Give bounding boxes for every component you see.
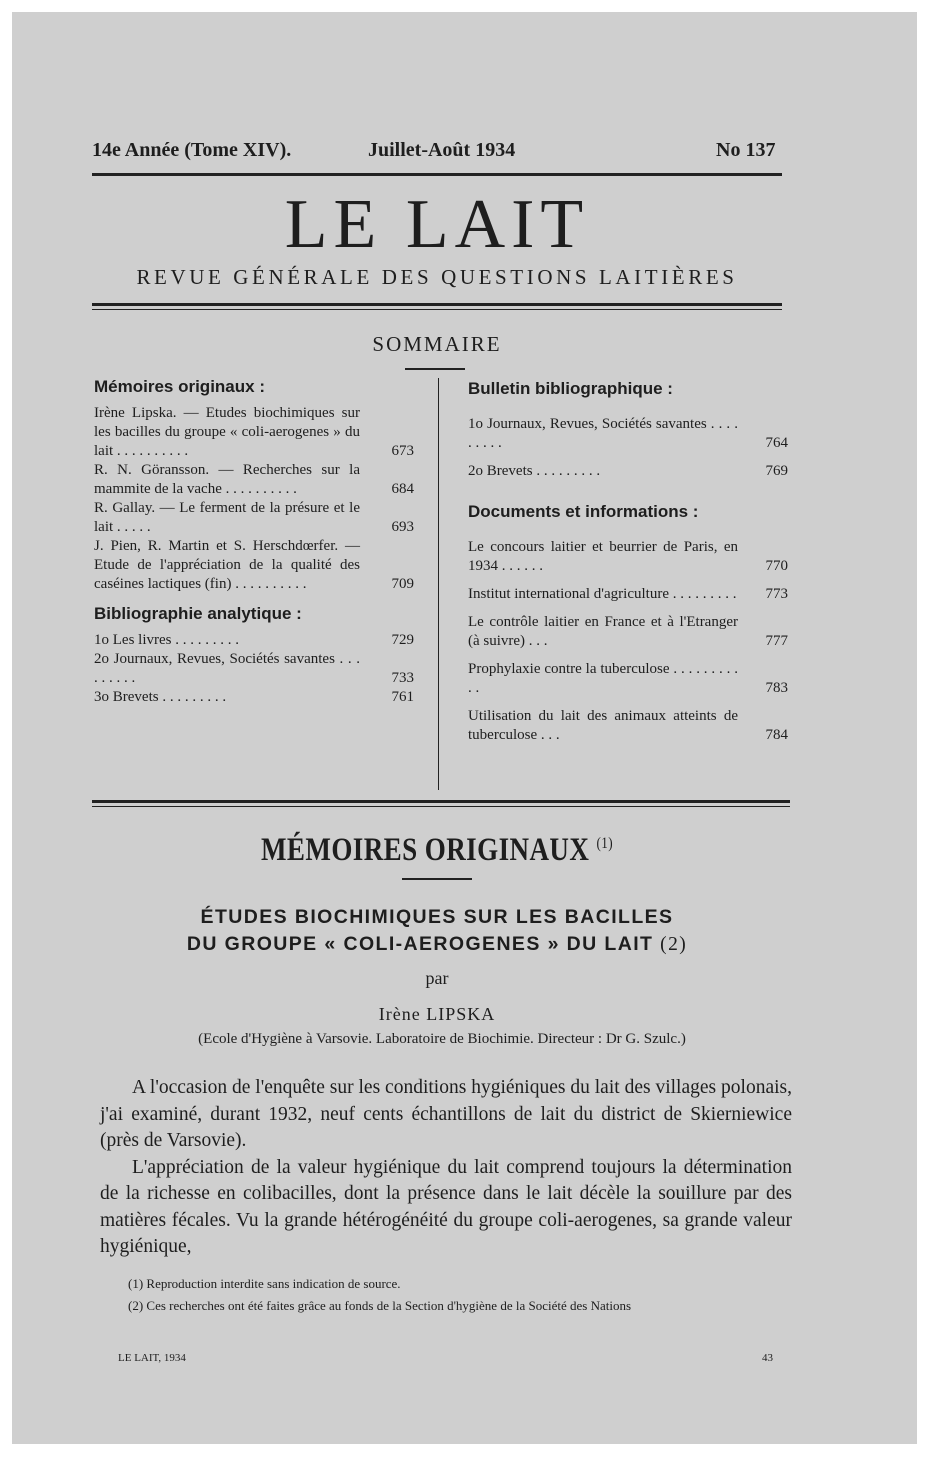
section-title-text: MÉMOIRES ORIGINAUX <box>260 832 590 868</box>
toc-entry-text: R. Gallay. — Le ferment de la présure et le lait . . . . . <box>94 500 360 535</box>
toc-entry-text: J. Pien, R. Martin et S. Herschdœrfer. — Etude de l'appréciation de la qualité des caséines lactiques (fin) . . . . . . . . . . <box>94 538 360 592</box>
toc-rule-top <box>92 800 790 803</box>
toc-left-column <box>94 376 414 707</box>
sommaire-heading: SOMMAIRE <box>372 332 502 356</box>
memoires-heading: Mémoires originaux : <box>94 377 265 396</box>
page-number: 43 <box>762 1352 773 1364</box>
section-footnote-ref[interactable]: (1) <box>596 835 614 852</box>
toc-entry[interactable] <box>468 538 788 576</box>
issue-date: Juillet-Août 1934 <box>368 139 516 161</box>
footnote-1: (1) Reproduction interdite sans indication de source. <box>128 1276 401 1291</box>
documents-heading: Documents et informations : <box>468 502 699 521</box>
section-title <box>154 832 720 869</box>
article-title-line-2: DU GROUPE « COLI-AEROGENES » DU LAIT <box>186 933 654 955</box>
article-title <box>92 904 782 958</box>
toc-entry-page: 684 <box>391 481 414 497</box>
paragraph-1: A l'occasion de l'enquête sur les conditions hygiéniques du lait des villages polonais, j'ai examiné, durant 1932, neuf cents échantillons de lait du district de Skierniewice (près de Varsovie). <box>100 1077 792 1151</box>
journal-subtitle: REVUE GÉNÉRALE DES QUESTIONS LAITIÈRES <box>136 265 738 289</box>
toc-entry[interactable] <box>94 631 414 650</box>
toc-entry-text: Institut international d'agriculture . . . . . . . . . <box>468 586 737 602</box>
issue-number: No 137 <box>716 139 776 161</box>
toc-entry-text: 1o Journaux, Revues, Sociétés savantes . . . . . . . . . <box>468 416 738 451</box>
bibliographie-heading: Bibliographie analytique : <box>94 604 302 623</box>
toc-entry[interactable] <box>94 688 414 707</box>
toc-entry[interactable] <box>94 650 414 688</box>
toc-entry-page: 761 <box>391 689 414 705</box>
toc-entry[interactable] <box>94 404 414 461</box>
column-divider <box>438 378 439 790</box>
toc-rule-bottom <box>92 806 790 807</box>
toc-entry[interactable] <box>94 461 414 499</box>
toc-entry-page: 764 <box>765 435 788 451</box>
title-rule-top <box>92 303 782 306</box>
toc-entry[interactable] <box>468 585 788 604</box>
toc-entry[interactable] <box>468 707 788 745</box>
toc-entry-text: 1o Les livres . . . . . . . . . <box>94 632 239 648</box>
toc-entry[interactable] <box>468 660 788 698</box>
toc-entry-page: 783 <box>765 680 788 696</box>
article-title-line-1: ÉTUDES BIOCHIMIQUES SUR LES BACILLES <box>200 906 674 928</box>
toc-entry-page: 784 <box>765 727 788 743</box>
toc-entry-page: 733 <box>391 670 414 686</box>
footnote-2: (2) Ces recherches ont été faites grâce au fonds de la Section d'hygiène de la Société des Nations <box>128 1298 632 1313</box>
title-rule-bottom <box>92 309 782 310</box>
toc-entry-text: Le contrôle laitier en France et à l'Etranger (à suivre) . . . <box>468 614 738 649</box>
toc-entry[interactable] <box>468 613 788 651</box>
footer-journal: LE LAIT, 1934 <box>118 1352 186 1364</box>
toc-entry[interactable] <box>94 499 414 537</box>
toc-entry[interactable] <box>468 462 788 481</box>
toc-entry-text: 2o Brevets . . . . . . . . . <box>468 463 601 479</box>
toc-entry-text: 2o Journaux, Revues, Sociétés savantes . . . . . . . . . <box>94 651 360 686</box>
section-underline <box>402 878 472 880</box>
header-rule <box>92 173 782 176</box>
author-affiliation: (Ecole d'Hygiène à Varsovie. Laboratoire de Biochimie. Directeur : Dr G. Szulc.) <box>198 1031 686 1047</box>
paragraph-2: L'appréciation de la valeur hygiénique du lait comprend toujours la détermination de la richesse en colibacilles, dont la présence dans le lait décèle la souillure par des matières fécales. Vu la grande hétérogénéité du groupe coli-aerogenes, sa grande valeur hygiénique, <box>100 1156 792 1257</box>
volume-info: 14e Année (Tome XIV). <box>92 139 292 161</box>
toc-entry-page: 693 <box>391 519 414 535</box>
toc-entry[interactable] <box>94 537 414 594</box>
toc-entry-text: Le concours laitier et beurrier de Paris, en 1934 . . . . . . <box>468 539 738 574</box>
toc-entry-text: Irène Lipska. — Etudes biochimiques sur les bacilles du groupe « coli-aerogenes » du lait . . . . . . . . . . <box>94 405 360 459</box>
toc-entry-text: R. N. Göransson. — Recherches sur la mammite de la vache . . . . . . . . . . <box>94 462 360 497</box>
article-body <box>100 1075 792 1261</box>
toc-entry-page: 769 <box>765 463 788 479</box>
toc-entry-text: 3o Brevets . . . . . . . . . <box>94 689 227 705</box>
toc-entry-page: 673 <box>391 443 414 459</box>
toc-right-column <box>468 378 788 745</box>
toc-entry-page: 777 <box>765 633 788 649</box>
toc-entry-text: Prophylaxie contre la tuberculose . . . . . . . . . . . <box>468 661 738 696</box>
toc-entry-page: 729 <box>391 632 414 648</box>
journal-title: LE LAIT <box>284 186 590 263</box>
toc-entry-page: 773 <box>765 586 788 602</box>
by-label: par <box>425 968 449 988</box>
toc-entry-page: 709 <box>391 576 414 592</box>
toc-entry[interactable] <box>468 415 788 453</box>
sommaire-underline <box>405 368 465 370</box>
bulletin-heading: Bulletin bibliographique : <box>468 379 673 398</box>
toc-entry-text: Utilisation du lait des animaux atteints de tuberculose . . . <box>468 708 738 743</box>
toc-entry-page: 770 <box>765 558 788 574</box>
author-name: Irène LIPSKA <box>378 1004 496 1024</box>
title-footnote-ref[interactable]: (2) <box>660 934 688 955</box>
